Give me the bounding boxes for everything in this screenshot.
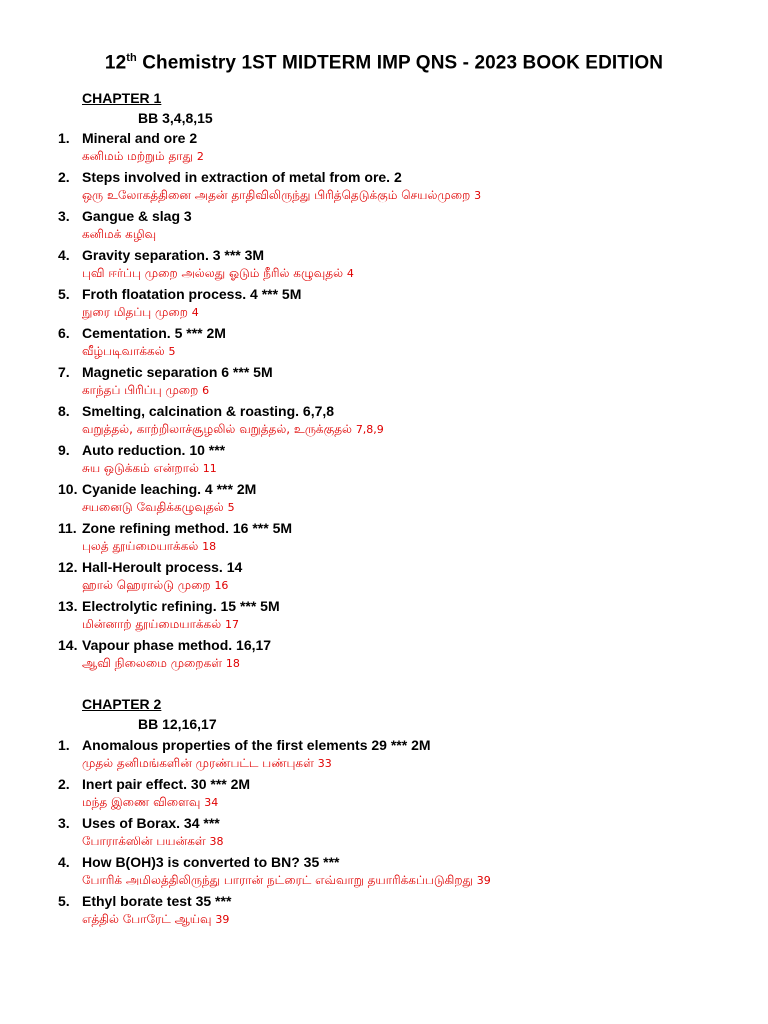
item-tamil-text: சுய ஒடுக்கம் என்றால் (82, 461, 199, 475)
item-page-ref: 4 (191, 306, 199, 319)
item-question: Hall-Heroult process. 14 (82, 559, 243, 575)
item-tamil-text: மின்னாற் தூய்மையாக்கல் (82, 617, 222, 631)
item-tamil-text: மந்த இணை விளைவு (82, 795, 201, 809)
item-number: 2. (58, 776, 70, 792)
item-question: Cyanide leaching. 4 *** 2M (82, 481, 257, 497)
item-number: 8. (58, 403, 70, 419)
item-tamil (82, 578, 228, 594)
item-page-ref: 18 (225, 657, 240, 670)
item-tamil-text: கனிமம் மற்றும் தாது (82, 149, 193, 163)
item-tamil-text: எத்தில் போரேட் ஆய்வு (82, 912, 212, 926)
item-question: Smelting, calcination & roasting. 6,7,8 (82, 403, 335, 419)
item-page-ref: 38 (209, 835, 224, 848)
page-title (0, 52, 768, 74)
item-tamil (82, 834, 224, 850)
item-question: Cementation. 5 *** 2M (82, 325, 226, 341)
item-question: Magnetic separation 6 *** 5M (82, 364, 273, 380)
item-tamil-text: ஆவி நிலைமை முறைகள் (82, 656, 223, 670)
item-tamil (82, 912, 229, 928)
item-tamil (82, 756, 332, 772)
item-tamil (82, 656, 240, 672)
item-page-ref: 2 (196, 150, 204, 163)
item-tamil (82, 383, 209, 399)
item-tamil (82, 344, 176, 360)
item-tamil (82, 227, 156, 243)
item-number: 11. (58, 520, 77, 536)
item-question: Ethyl borate test 35 *** (82, 893, 232, 909)
item-question: Uses of Borax. 34 *** (82, 815, 220, 831)
item-question: Froth floatation process. 4 *** 5M (82, 286, 302, 302)
item-question: Zone refining method. 16 *** 5M (82, 520, 293, 536)
item-tamil-text: முதல் தனிமங்களின் முரண்பட்ட பண்புகள் (82, 756, 314, 770)
item-page-ref: 11 (202, 462, 217, 475)
item-tamil (82, 149, 204, 165)
item-tamil (82, 539, 216, 555)
item-number: 4. (58, 247, 70, 263)
item-page-ref: 34 (204, 796, 219, 809)
item-tamil-text: போரிக் அமிலத்திலிருந்து பாரான் நட்ரைட் எவ்வாறு தயாரிக்கப்படுகிறது (82, 873, 473, 887)
item-number: 6. (58, 325, 70, 341)
item-number: 2. (58, 169, 70, 185)
item-number: 4. (58, 854, 70, 870)
item-tamil-text: கனிமக் கழிவு (82, 227, 157, 241)
item-tamil-text: சயனைடு வேதிக்கழுவுதல் (82, 500, 224, 514)
item-number: 3. (58, 208, 70, 224)
item-number: 1. (58, 130, 70, 146)
item-page-ref: 18 (202, 540, 217, 553)
item-question: Steps involved in extraction of metal from ore. 2 (82, 169, 402, 185)
item-question: Electrolytic refining. 15 *** 5M (82, 598, 280, 614)
item-page-ref: 16 (214, 579, 229, 592)
item-tamil-text: புலத் தூய்மையாக்கல் (82, 539, 199, 553)
item-tamil (82, 500, 235, 516)
item-tamil (82, 422, 384, 438)
item-page-ref: 5 (168, 345, 176, 358)
item-number: 3. (58, 815, 70, 831)
item-tamil (82, 188, 481, 204)
chapter-2-heading: CHAPTER 2 (82, 696, 162, 712)
item-number: 14. (58, 637, 78, 653)
item-tamil-text: நுரை மிதப்பு முறை (82, 305, 188, 319)
item-question: Mineral and ore 2 (82, 130, 198, 146)
item-tamil-text: காந்தப் பிரிப்பு முறை (82, 383, 199, 397)
item-page-ref: 5 (227, 501, 235, 514)
chapter-1-bb: BB 3,4,8,15 (138, 110, 213, 126)
item-tamil (82, 305, 199, 321)
item-tamil-text: வீழ்படிவாக்கல் (82, 344, 165, 358)
title-superscript: th (126, 52, 137, 64)
item-question: How B(OH)3 is converted to BN? 35 *** (82, 854, 340, 870)
title-prefix: 12 (104, 52, 127, 74)
item-tamil-text: வறுத்தல், காற்றிலாச்சூழலில் வறுத்தல், உருக்குதல் (82, 422, 352, 436)
item-page-ref: 33 (317, 757, 332, 770)
item-tamil (82, 461, 217, 477)
item-tamil (82, 266, 354, 282)
item-question: Auto reduction. 10 *** (82, 442, 226, 458)
item-question: Gravity separation. 3 *** 3M (82, 247, 265, 263)
item-tamil (82, 617, 239, 633)
title-rest: Chemistry 1ST MIDTERM IMP QNS - 2023 BOOK EDITION (136, 52, 664, 74)
item-question: Vapour phase method. 16,17 (82, 637, 272, 653)
item-number: 13. (58, 598, 78, 614)
item-number: 1. (58, 737, 70, 753)
item-number: 10. (58, 481, 78, 497)
item-tamil-text: ஹால் ஹெரால்டு முறை (82, 578, 211, 592)
item-page-ref: 39 (476, 874, 491, 887)
item-page-ref: 3 (474, 189, 482, 202)
item-question: Anomalous properties of the first elements 29 *** 2M (82, 737, 431, 753)
item-page-ref: 7,8,9 (355, 423, 384, 436)
item-page-ref: 17 (224, 618, 239, 631)
chapter-1-heading: CHAPTER 1 (82, 90, 162, 106)
item-number: 7. (58, 364, 70, 380)
item-tamil (82, 795, 218, 811)
item-tamil (82, 873, 491, 889)
item-question: Gangue & slag 3 (82, 208, 192, 224)
item-page-ref: 4 (346, 267, 354, 280)
item-tamil-text: புவி ஈர்ப்பு முறை அல்லது ஓடும் நீரில் கழுவுதல் (82, 266, 344, 280)
item-number: 5. (58, 286, 70, 302)
item-page-ref: 6 (202, 384, 210, 397)
item-number: 5. (58, 893, 70, 909)
item-page-ref: 39 (215, 913, 230, 926)
item-tamil-text: போராக்ஸின் பயன்கள் (82, 834, 206, 848)
item-question: Inert pair effect. 30 *** 2M (82, 776, 251, 792)
item-tamil-text: ஒரு உலோகத்தினை அதன் தாதிவிலிருந்து பிரித்தெடுக்கும் செயல்முறை (82, 188, 471, 202)
item-number: 12. (58, 559, 78, 575)
chapter-2-bb: BB 12,16,17 (138, 716, 217, 732)
item-number: 9. (58, 442, 70, 458)
